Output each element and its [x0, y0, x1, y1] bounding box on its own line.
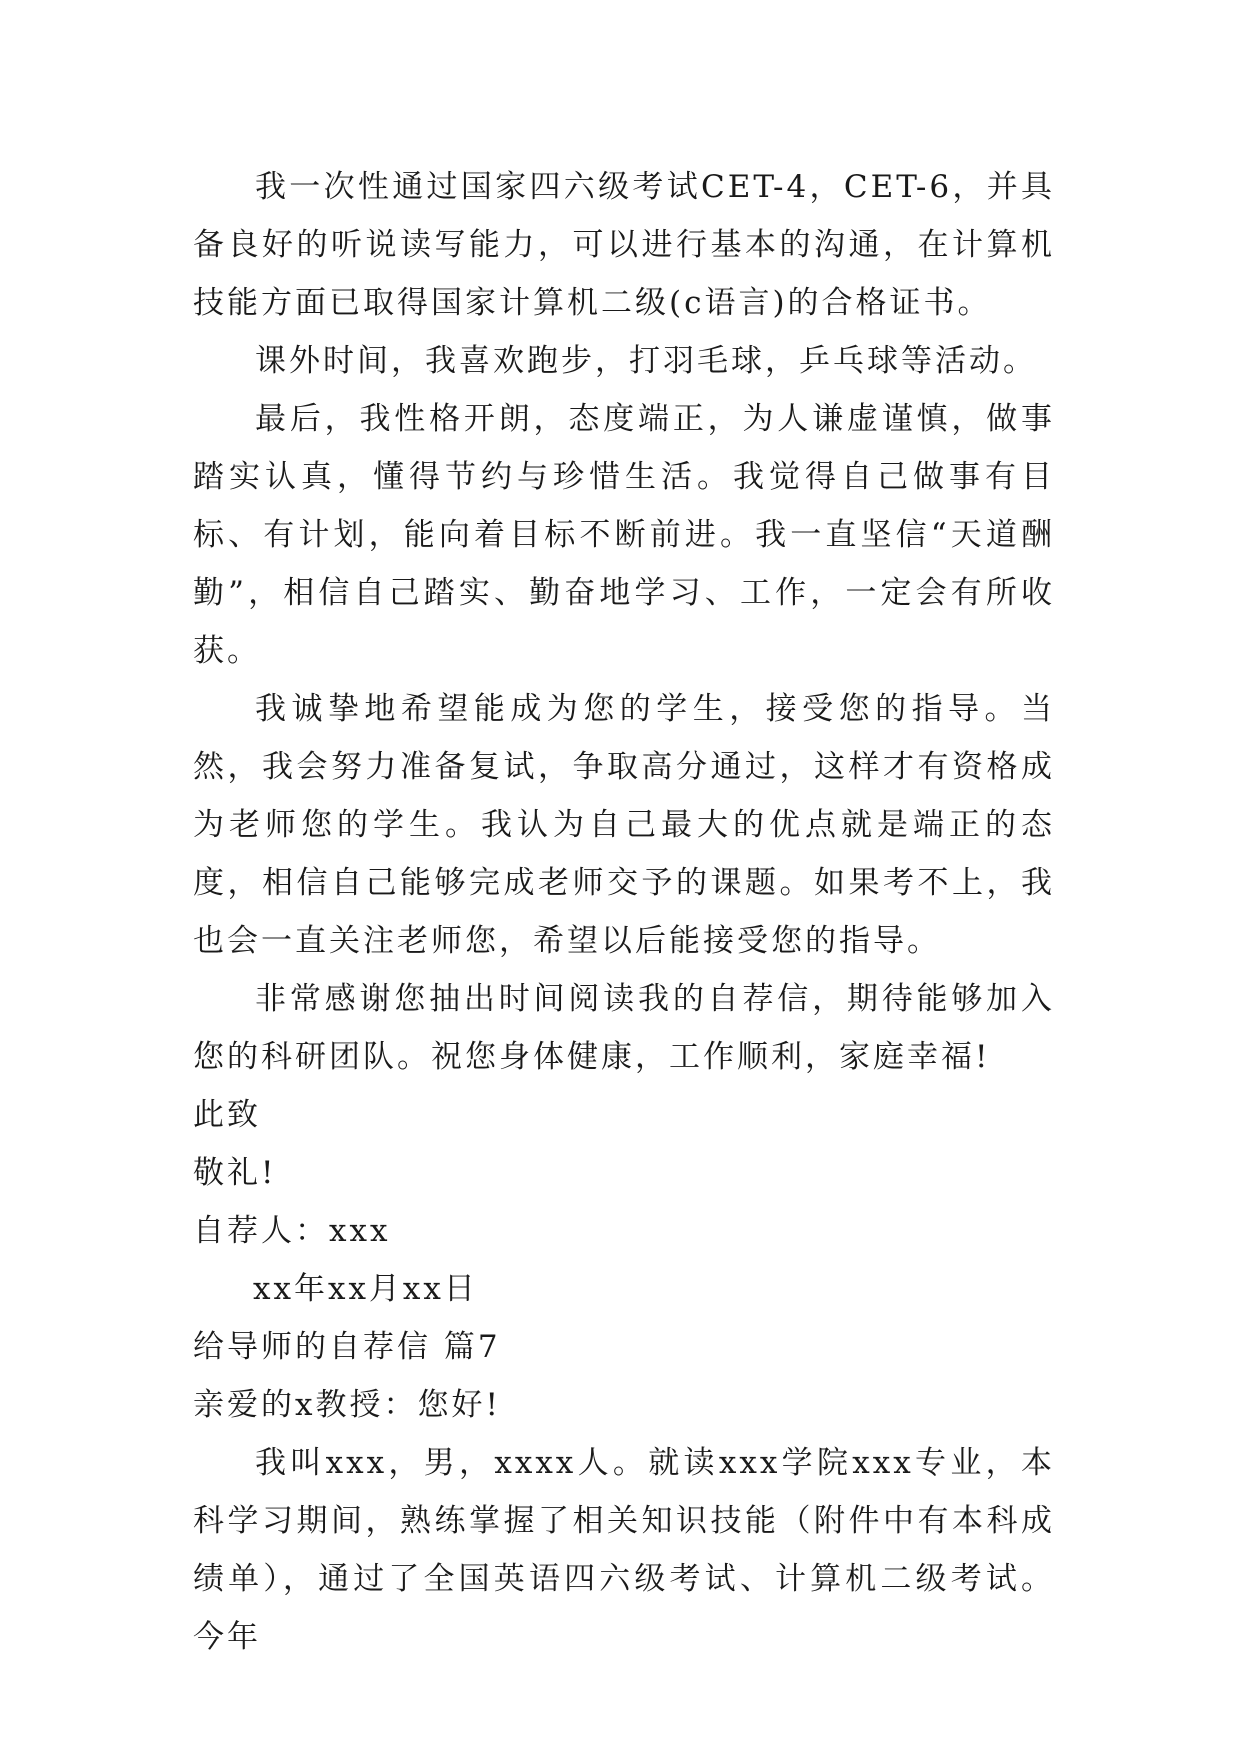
closing-cizhi: 此致	[193, 1097, 261, 1133]
paragraph-introduction: 我叫xxx，男，xxxx人。就读xxx学院xxx专业，本科学习期间，熟练掌握了相关知识技能（附件中有本科成绩单），通过了全国英语四六级考试、计算机二级考试。今年	[193, 1445, 1055, 1655]
paragraph-thanks: 非常感谢您抽出时间阅读我的自荐信，期待能够加入您的科研团队。祝您身体健康，工作顺利，家庭幸福!	[193, 981, 1055, 1075]
letter-date: xx年xx月xx日	[253, 1271, 478, 1307]
salutation: 亲爱的x教授：您好!	[193, 1387, 501, 1423]
section-title: 给导师的自荐信 篇7	[193, 1329, 501, 1365]
closing-jingli: 敬礼!	[193, 1155, 277, 1191]
paragraph-personality: 最后，我性格开朗，态度端正，为人谦虚谨慎，做事踏实认真，懂得节约与珍惜生活。我觉得自己做事有目标、有计划，能向着目标不断前进。我一直坚信“天道酬勤”，相信自己踏实、勤奋地学习、工作，一定会有所收获。	[193, 401, 1055, 669]
paragraph-language-skills: 我一次性通过国家四六级考试CET-4，CET-6，并具备良好的听说读写能力，可以进行基本的沟通，在计算机技能方面已取得国家计算机二级(c语言)的合格证书。	[193, 169, 1055, 321]
paragraph-hobbies: 课外时间，我喜欢跑步，打羽毛球，乒乓球等活动。	[255, 343, 1037, 379]
signature: 自荐人：xxx	[193, 1213, 391, 1249]
letter-body	[193, 158, 1055, 1666]
paragraph-aspiration: 我诚挚地希望能成为您的学生，接受您的指导。当然，我会努力准备复试，争取高分通过，这样才有资格成为老师您的学生。我认为自己最大的优点就是端正的态度，相信自己能够完成老师交予的课题。如果考不上，我也会一直关注老师您，希望以后能接受您的指导。	[193, 691, 1055, 959]
